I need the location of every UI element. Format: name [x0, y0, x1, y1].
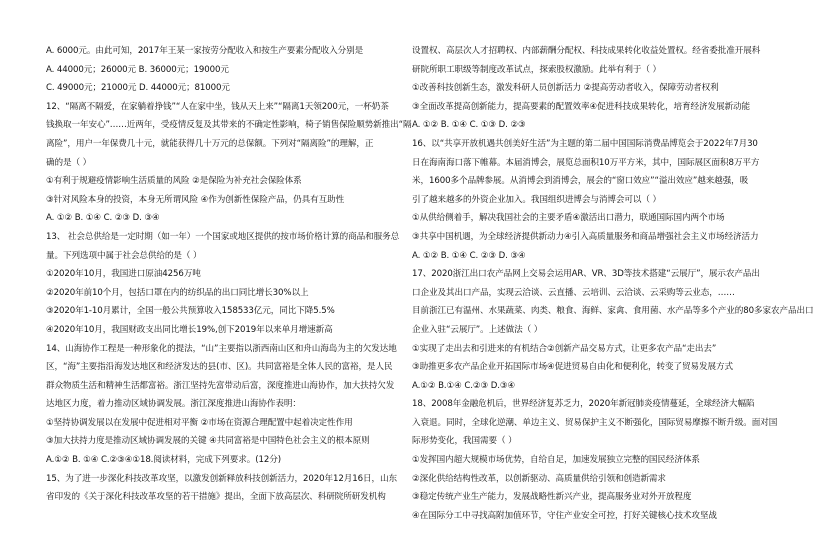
left-column-line: ③2020年1-10月累计，全国一般公共预算收入158533亿元，同比下降5.5% [46, 306, 335, 317]
left-column-line: A. 44000元；26000元 B. 36000元；19000元 [46, 64, 229, 75]
right-column-line: A.①② B.①④ C.②③ D.③④ [412, 380, 516, 391]
right-column-line: A. ①② B. ①④ C. ①③ D. ②③ [412, 120, 526, 131]
left-column [46, 46, 412, 511]
left-column-line: ②2020年前10个月，包括口罩在内的纺织品的出口同比增长30%以上 [46, 287, 309, 298]
left-column-line: ①2020年10月，我国进口原油4256万吨 [46, 269, 201, 280]
left-column-line: 离险”，用户一年保费几十元，就能获得几十万元的总保额。下列对“隔离险”的理解，正 [46, 138, 374, 149]
left-column-line: ③针对风险本身的投资，本身无所谓风险 ④作为创新性保险产品，仍具有互助性 [46, 194, 345, 205]
left-column-line: 钱换取一年安心”……近两年，受疫情反复及其带来的不确定性影响，椅子销售保险顺势新推出“隔 [46, 120, 412, 131]
left-column-line: 13、 社会总供给是一定时期（如一年）一个国家或地区提供的按市场价格计算的商品和服务总 [46, 231, 400, 242]
left-column-line: 确的是（ ） [46, 157, 92, 168]
left-column-line: 区，“海”主要指沿海发达地区和经济发达的县(市、区)。共同富裕是全体人民的富裕，是人民 [46, 362, 393, 373]
right-column-line: ③助推更多农产品企业开拓国际市场④促进贸易自由化和便利化，转变了贸易发展方式 [412, 362, 733, 373]
right-column-line: 目前浙江已有温州、水果蔬菜、肉类、粮食、海鲜、家禽、食用菌、水产品等多个产业的80多家农产品出口 [412, 306, 813, 317]
left-column-line: ①坚持协调发展以在发展中促进相对平衡 ②市场在资源合理配置中起着决定性作用 [46, 417, 353, 428]
left-column-line: 群众物质生活和精神生活都富裕。浙江坚持先富带动后富，深度推进山海协作，加大扶持欠发 [46, 380, 395, 391]
left-column-line: 14、山海协作工程是一种形象化的提法，“山”主要指以浙西南山区和舟山海岛为主的欠发达地 [46, 343, 397, 354]
right-column-line: 际形势变化，我国需要（ ） [412, 436, 517, 447]
right-column-line: ④在国际分工中寻找高附加值环节，守住产业安全可控，打好关键核心技术攻坚战 [412, 510, 717, 521]
right-column-line: 日在海南海口落下帷幕。本届消博会，展览总面积10万平方米，其中，国际展区面积8万平方 [412, 157, 760, 168]
right-column-line: 米，1600多个品牌参展。从消博会到消博会，展会的“窗口效应”“溢出效应”越来越强，吸 [412, 176, 749, 187]
right-column-line: 引了越来越多的外资企业加入。我国组织进博会与消博会可以（ ） [412, 194, 661, 205]
left-column-line: A. ①② B. ①④ C. ②③ D. ③④ [46, 213, 160, 224]
left-column-line: 省印发的《关于深化科技改革攻坚的若干措施》提出，全面下放高层次、科研院所研发机构 [46, 492, 386, 503]
left-column-line: 量。下列选项中属于社会总供给的是（ ） [46, 250, 202, 261]
right-column-line: 口企业及其出口产品，实现云洽谈、云直播、云培训、云洽谈、云采购等云业态，…… [412, 287, 735, 298]
left-column-line: 12、“隔离不隔爱，在家躺着挣钱”“人在家中坐，钱从天上来”“隔离1天领200元，一杯奶茶 [46, 101, 389, 112]
right-column-line: ①发挥国内超大规模市场优势，自给自足，加速发展独立完整的国民经济体系 [412, 455, 700, 466]
left-column-line: ④2020年10月，我国财政支出同比增长19%,创下2019年以来单月增速新高 [46, 324, 333, 335]
right-column-line: ①实现了走出去和引进来的有机结合②创新产品交易方式，让更多农产品“走出去” [412, 343, 717, 354]
left-column-line: ③加大扶持力度是推动区域协调发展的关键 ④共同富裕是中国特色社会主义的根本原则 [46, 436, 370, 447]
right-column-line: ①从供给侧着手，解决我国社会的主要矛盾④激活出口潜力，联通国际国内两个市场 [412, 213, 725, 224]
right-column-line: 研院所职工职级等制度改革试点，探索股权激励。此举有利于（ ） [412, 64, 661, 75]
left-column-line: 达地区力度，着力推动区域协调发展。浙江深度推进山海协作表明： [46, 399, 301, 410]
right-column-line: ③全面改革提高创新能力，提高要素的配置效率④促进科技成果转化，培育经济发展新动能 [412, 101, 750, 112]
right-column-line: A. ①② B. ①④ C. ②③ D. ③④ [412, 250, 526, 261]
left-column-line: 15、为了进一步深化科技改革攻坚，以激发创新释放科技创新活力，2020年12月16日，山东 [46, 473, 397, 484]
right-column-line: ②深化供给结构性改革，以创新驱动、高质量供给引领和创造新需求 [412, 473, 666, 484]
left-column-line: ①有利于规避疫情影响生活质量的风险 ②是保险为补充社会保险体系 [46, 176, 302, 187]
right-column-line: 入衰退。同时，全球化逆潮、单边主义、贸易保护主义不断强化，国际贸易摩擦不断升级。面对国 [412, 417, 778, 428]
right-column-line: 设置权、高层次人才招聘权、内部薪酬分配权、科技成果转化收益处置权。经省委批准开展科 [412, 46, 761, 56]
right-column-line: 18、2008年金融危机后，世界经济复苏乏力，2020年新冠肺炎疫情蔓延，全球经济大幅陷 [412, 399, 755, 410]
right-column-line: 17、2020浙江出口农产品网上交易会运用AR、VR、3D等技术搭建“云展厅”，展示农产品出 [412, 269, 760, 280]
left-column-line: A.①② B. ①④ C.②③④①18.阅读材料，完成下列要求。(12分) [46, 455, 281, 466]
right-column-line: ③稳定传统产业生产能力，发展战略性新兴产业，提高服务业对外开放程度 [412, 492, 692, 503]
right-column-line: 企业入驻“云展厅”。上述做法（ ） [412, 324, 543, 335]
right-column [412, 46, 813, 529]
right-column-line: ③共享中国机遇，为全球经济提供新动力④引入高质量服务和商品增强社会主义市场经济活力 [412, 231, 759, 242]
left-column-line: C. 49000元；21000元 D. 44000元；81000元 [46, 83, 230, 94]
right-column-line: ①改善科技创新生态，激发科研人员创新活力 ②提高劳动者收入，保障劳动者权利 [412, 83, 719, 94]
left-column-line: A. 6000元。由此可知，2017年王某一家按劳分配收入和按生产要素分配收入分别是 [46, 46, 364, 56]
right-column-line: 16、以“共享开放机遇共创美好生活”为主题的第二届中国国际消费品博览会于2022年7月30 [412, 138, 758, 149]
